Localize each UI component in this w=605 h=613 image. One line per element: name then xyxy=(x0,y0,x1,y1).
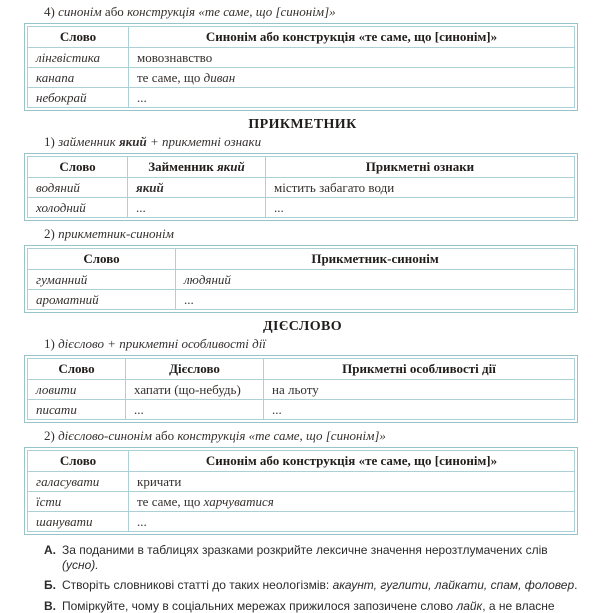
caption-number: 4) xyxy=(44,4,58,19)
section-heading-adjective: ПРИКМЕТНИК xyxy=(0,116,605,134)
column-header-verb: Дієслово xyxy=(126,359,264,380)
cell-feature: містить забагато води xyxy=(266,178,575,198)
column-header-word: Слово xyxy=(28,27,129,48)
pronoun-table-adjective-grid xyxy=(27,156,575,218)
exercise-tasks xyxy=(44,543,600,613)
cell-word: ловити xyxy=(28,380,126,400)
table-row xyxy=(28,492,575,512)
column-header-synonym: Прикметник-синонім xyxy=(176,249,575,270)
cell-word: холодний xyxy=(28,198,128,218)
cell-feature: ... xyxy=(266,198,575,218)
synonym-table-verb xyxy=(24,447,578,535)
synonym-table-verb-grid xyxy=(27,450,575,532)
column-header-synonym: Синонім або конструкція «те саме, що [синонім]» xyxy=(129,27,575,48)
task-text-italic: лайк xyxy=(456,599,482,613)
task-text-tail: , а не власне xyxy=(482,599,554,613)
task-marker: А. xyxy=(44,543,62,572)
cell-word: галасувати xyxy=(28,472,129,492)
task-text-tail: . xyxy=(574,578,577,592)
caption-word-b: конструкція «те саме, що [синонім]» xyxy=(177,428,386,443)
caption-synonym-pattern xyxy=(44,4,605,20)
header-pronoun-word: який xyxy=(217,159,245,174)
column-header-word: Слово xyxy=(28,249,176,270)
table-row xyxy=(28,198,575,218)
cell-verb: хапати (що-небудь) xyxy=(126,380,264,400)
cell-word: їсти xyxy=(28,492,129,512)
cell-word: писати xyxy=(28,400,126,420)
header-row xyxy=(28,249,575,270)
table-row xyxy=(28,88,575,108)
verb-table xyxy=(24,355,578,423)
cell-word: лінгвістика xyxy=(28,48,129,68)
synonym-table-adjective-grid xyxy=(27,248,575,310)
header-row xyxy=(28,157,575,178)
definition-synonym: диван xyxy=(204,70,236,85)
task-text xyxy=(62,543,600,572)
caption-number: 1) xyxy=(44,134,58,149)
synonym-table-adjective xyxy=(24,245,578,313)
task-marker: В. xyxy=(44,599,62,613)
cell-pronoun: ... xyxy=(128,198,266,218)
header-row xyxy=(28,451,575,472)
column-header-synonym: Синонім або конструкція «те саме, що [синонім]» xyxy=(129,451,575,472)
task-text-plain: За поданими в таблицях зразками розкрийте лексичне значення нерозтлумачених слів xyxy=(62,543,548,557)
table-row xyxy=(28,270,575,290)
synonym-table-noun-grid xyxy=(27,26,575,108)
caption-word-a: дієслово + прикметні особливості дії xyxy=(58,336,266,351)
caption-adjective-synonym xyxy=(44,226,605,242)
cell-word: гуманний xyxy=(28,270,176,290)
table-row xyxy=(28,290,575,310)
task-text-italic: акаунт, гуглити, лайкати, спам, фоловер xyxy=(333,578,575,592)
caption-word-a: дієслово-синонім xyxy=(58,428,152,443)
cell-word: ароматний xyxy=(28,290,176,310)
caption-word-a: синонім xyxy=(58,4,102,19)
column-header-features: Прикметні особливості дії xyxy=(264,359,575,380)
pronoun-word: який xyxy=(136,180,164,195)
cell-word: водяний xyxy=(28,178,128,198)
cell-synonym: людяний xyxy=(176,270,575,290)
textbook-page xyxy=(0,4,605,610)
task-marker: Б. xyxy=(44,578,62,593)
pronoun-table-adjective xyxy=(24,153,578,221)
table-row xyxy=(28,380,575,400)
cell-definition xyxy=(129,492,575,512)
header-row xyxy=(28,27,575,48)
caption-word-a: займенник xyxy=(58,134,119,149)
cell-definition: кричати xyxy=(129,472,575,492)
caption-conjunction: або xyxy=(152,428,177,443)
table-row xyxy=(28,68,575,88)
task-b xyxy=(44,578,600,593)
synonym-table-noun xyxy=(24,23,578,111)
section-heading-verb: ДІЄСЛОВО xyxy=(0,318,605,336)
caption-number: 1) xyxy=(44,336,58,351)
caption-number: 2) xyxy=(44,428,58,443)
task-text-plain: Поміркуйте, чому в соціальних мережах прижилося запозичене слово xyxy=(62,599,456,613)
cell-feature: ... xyxy=(264,400,575,420)
cell-definition: ... xyxy=(129,88,575,108)
caption-pronoun-pattern xyxy=(44,134,605,150)
definition-synonym: харчуватися xyxy=(204,494,274,509)
cell-definition: ... xyxy=(129,512,575,532)
task-text-plain: Створіть словникові статті до таких неологізмів: xyxy=(62,578,333,592)
column-header-features: Прикметні ознаки xyxy=(266,157,575,178)
column-header-word: Слово xyxy=(28,451,129,472)
table-row xyxy=(28,512,575,532)
cell-definition: мовознавство xyxy=(129,48,575,68)
cell-synonym: ... xyxy=(176,290,575,310)
caption-bold-word: який xyxy=(119,134,147,149)
cell-word: шанувати xyxy=(28,512,129,532)
cell-verb: ... xyxy=(126,400,264,420)
caption-verb-synonym xyxy=(44,428,605,444)
task-text-italic: (усно). xyxy=(62,558,99,572)
cell-word: небокрай xyxy=(28,88,129,108)
caption-word-a: прикметник-синонім xyxy=(58,226,174,241)
header-row xyxy=(28,359,575,380)
column-header-word: Слово xyxy=(28,157,128,178)
caption-conjunction: або xyxy=(102,4,127,19)
table-row xyxy=(28,472,575,492)
caption-word-b: + прикметні ознаки xyxy=(147,134,261,149)
header-pronoun-prefix: Займенник xyxy=(148,159,217,174)
verb-table-grid xyxy=(27,358,575,420)
column-header-word: Слово xyxy=(28,359,126,380)
definition-plain: те саме, що xyxy=(137,70,204,85)
table-row xyxy=(28,400,575,420)
caption-number: 2) xyxy=(44,226,58,241)
caption-word-b: конструкція «те саме, що [синонім]» xyxy=(127,4,336,19)
cell-pronoun xyxy=(128,178,266,198)
task-text xyxy=(62,578,600,593)
column-header-pronoun xyxy=(128,157,266,178)
cell-word: канапа xyxy=(28,68,129,88)
cell-definition xyxy=(129,68,575,88)
cell-feature: на льоту xyxy=(264,380,575,400)
table-row xyxy=(28,48,575,68)
task-a xyxy=(44,543,600,572)
definition-plain: те саме, що xyxy=(137,494,204,509)
table-row xyxy=(28,178,575,198)
caption-verb-pattern xyxy=(44,336,605,352)
